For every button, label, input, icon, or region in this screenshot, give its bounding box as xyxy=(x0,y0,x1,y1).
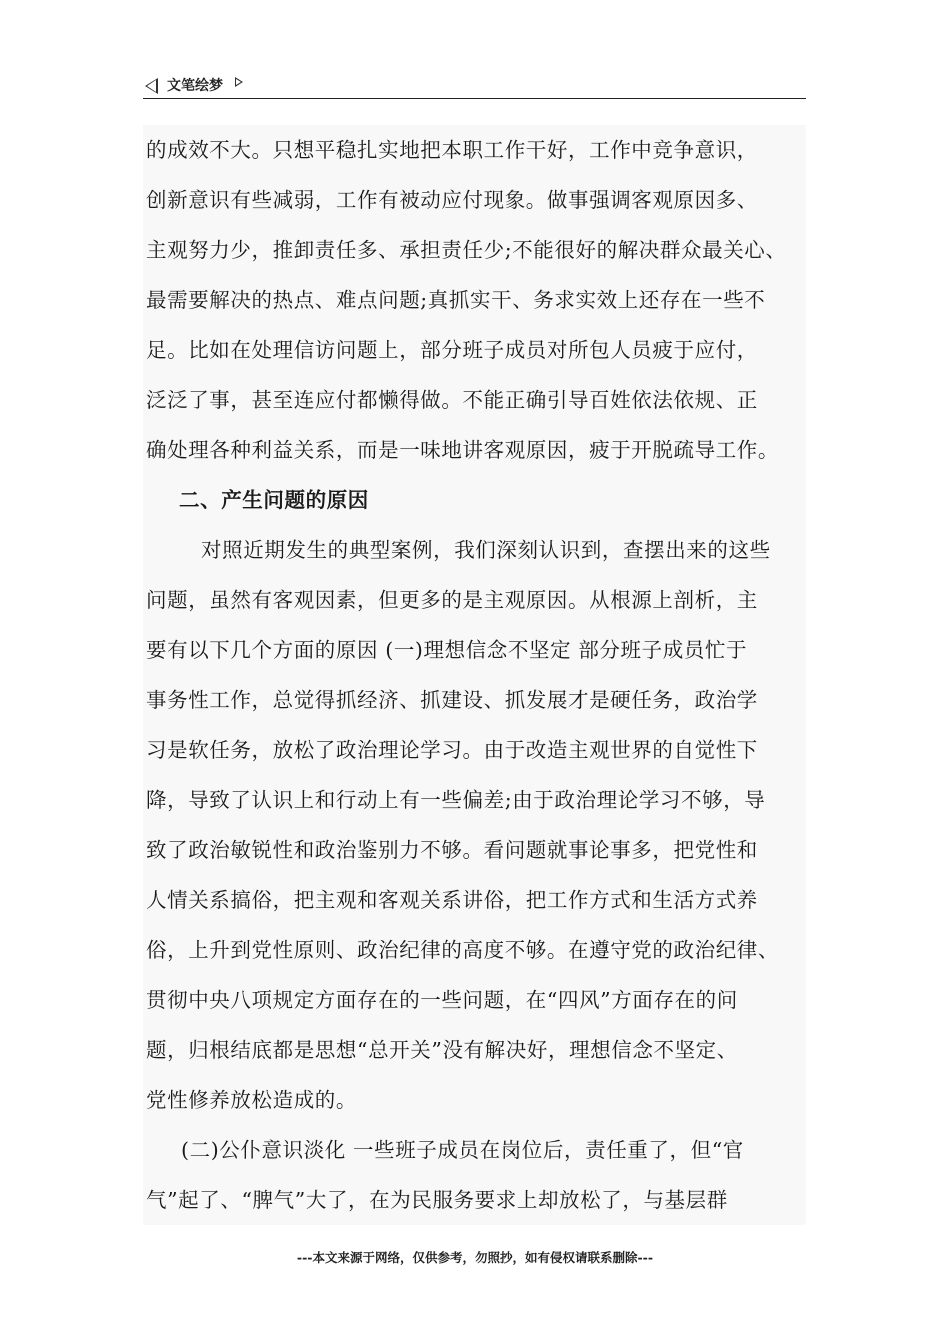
body-line: 人情关系搞俗，把主观和客观关系讲俗，把工作方式和生活方式养 xyxy=(146,888,758,912)
body-line: 要有以下几个方面的原因 (一)理想信念不坚定 部分班子成员忙于 xyxy=(146,638,748,662)
body-line: 确处理各种利益关系，而是一味地讲客观原因，疲于开脱疏导工作。 xyxy=(146,438,779,462)
body-line: 党性修养放松造成的。 xyxy=(146,1088,357,1112)
body-line: 题，归根结底都是思想“总开关”没有解决好，理想信念不坚定、 xyxy=(146,1038,738,1062)
body-line: 问题，虽然有客观因素，但更多的是主观原因。从根源上剖析，主 xyxy=(146,588,758,612)
right-triangle-icon xyxy=(235,77,243,87)
document-body xyxy=(143,125,806,1225)
body-line: 足。比如在处理信访问题上，部分班子成员对所包人员疲于应付， xyxy=(146,338,758,362)
body-line: 创新意识有些减弱，工作有被动应付现象。做事强调客观原因多、 xyxy=(146,188,758,212)
left-triangle-icon xyxy=(145,78,158,94)
footer-disclaimer: ---本文来源于网络，仅供参考，勿照抄，如有侵权请联系删除--- xyxy=(296,1250,654,1265)
body-line: 致了政治敏锐性和政治鉴别力不够。看问题就事论事多，把党性和 xyxy=(146,838,758,862)
body-line: 俗，上升到党性原则、政治纪律的高度不够。在遵守党的政治纪律、 xyxy=(146,938,779,962)
body-line: 贯彻中央八项规定方面存在的一些问题，在“四风”方面存在的问 xyxy=(146,988,738,1012)
page-header xyxy=(143,72,806,99)
section-heading: 二、产生问题的原因 xyxy=(179,488,369,512)
body-line: 降，导致了认识上和行动上有一些偏差;由于政治理论学习不够，导 xyxy=(146,788,766,812)
body-line: 泛泛了事，甚至连应付都懒得做。不能正确引导百姓依法依规、正 xyxy=(146,388,758,412)
body-line: 最需要解决的热点、难点问题;真抓实干、务求实效上还存在一些不 xyxy=(146,288,766,312)
body-line: 气”起了、“脾气”大了，在为民服务要求上却放松了，与基层群 xyxy=(146,1188,728,1212)
body-line: 事务性工作，总觉得抓经济、抓建设、抓发展才是硬任务，政治学 xyxy=(146,688,758,712)
header-brand: 文笔绘梦 xyxy=(167,78,223,94)
body-line: 的成效不大。只想平稳扎实地把本职工作干好，工作中竞争意识， xyxy=(146,138,758,162)
body-line: 主观努力少，推卸责任多、承担责任少;不能很好的解决群众最关心、 xyxy=(146,238,787,262)
body-line: 对照近期发生的典型案例，我们深刻认识到，查摆出来的这些 xyxy=(201,538,771,562)
body-line: 习是软任务，放松了政治理论学习。由于改造主观世界的自觉性下 xyxy=(146,738,758,762)
body-line: (二)公仆意识淡化 一些班子成员在岗位后，责任重了，但“官 xyxy=(181,1138,744,1162)
